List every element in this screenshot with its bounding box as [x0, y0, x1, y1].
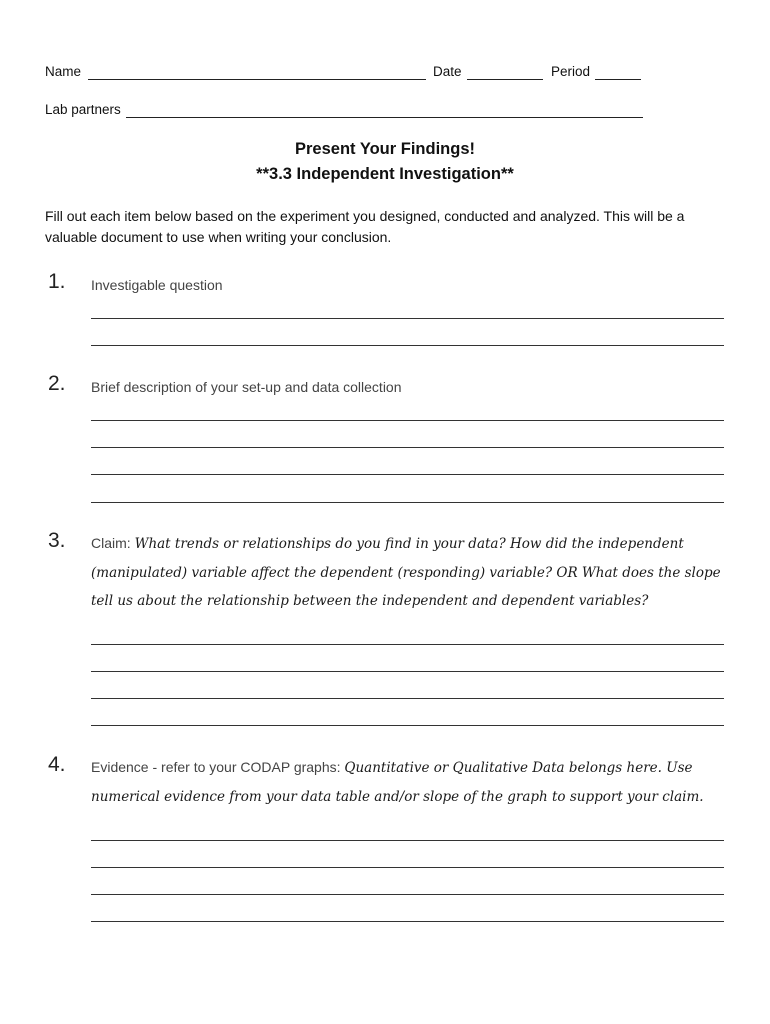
question-label: Claim:	[91, 535, 131, 551]
name-field[interactable]	[88, 79, 426, 80]
question-number: 2.	[48, 372, 66, 395]
answer-line[interactable]	[91, 345, 724, 346]
answer-line[interactable]	[91, 867, 724, 868]
page-title: Present Your Findings!	[295, 140, 475, 158]
answer-line[interactable]	[91, 420, 724, 421]
date-field[interactable]	[467, 79, 543, 80]
period-field[interactable]	[595, 79, 641, 80]
answer-line[interactable]	[91, 840, 724, 841]
answer-line[interactable]	[91, 671, 724, 672]
answer-line[interactable]	[91, 502, 724, 503]
question-text	[91, 754, 741, 811]
instructions-text: Fill out each item below based on the experiment you designed, conducted and analyzed. This will be a valuable document to use when writing your conclusion.	[45, 208, 685, 245]
question-label: Investigable question	[91, 277, 223, 293]
lab-partners-field[interactable]	[126, 117, 643, 118]
answer-line[interactable]	[91, 318, 724, 319]
answer-line[interactable]	[91, 698, 724, 699]
answer-line[interactable]	[91, 644, 724, 645]
question-number: 4.	[48, 753, 66, 776]
answer-line[interactable]	[91, 894, 724, 895]
lab-partners-label: Lab partners	[45, 102, 121, 117]
question-number: 3.	[48, 529, 66, 552]
question-text	[91, 530, 741, 616]
period-label: Period	[551, 64, 591, 79]
date-label: Date	[433, 64, 462, 79]
question-prompt: What trends or relationships do you find in your data? How did the independent (manipulated) variable affect the dependent (responding) variable? OR What does the slope tell us about the relationship between the independent and dependent variables?	[91, 536, 721, 609]
question-label: Evidence - refer to your CODAP graphs:	[91, 759, 341, 775]
name-label: Name	[45, 64, 82, 79]
question-label: Brief description of your set-up and data collection	[91, 379, 402, 395]
question-prompt: Quantitative or Qualitative Data belongs here. Use numerical evidence from your data table and/or slope of the graph to support your claim.	[91, 760, 704, 805]
answer-line[interactable]	[91, 474, 724, 475]
answer-line[interactable]	[91, 447, 724, 448]
page-subtitle: **3.3 Independent Investigation**	[256, 165, 514, 183]
answer-line[interactable]	[91, 725, 724, 726]
answer-line[interactable]	[91, 921, 724, 922]
question-number: 1.	[48, 270, 66, 293]
